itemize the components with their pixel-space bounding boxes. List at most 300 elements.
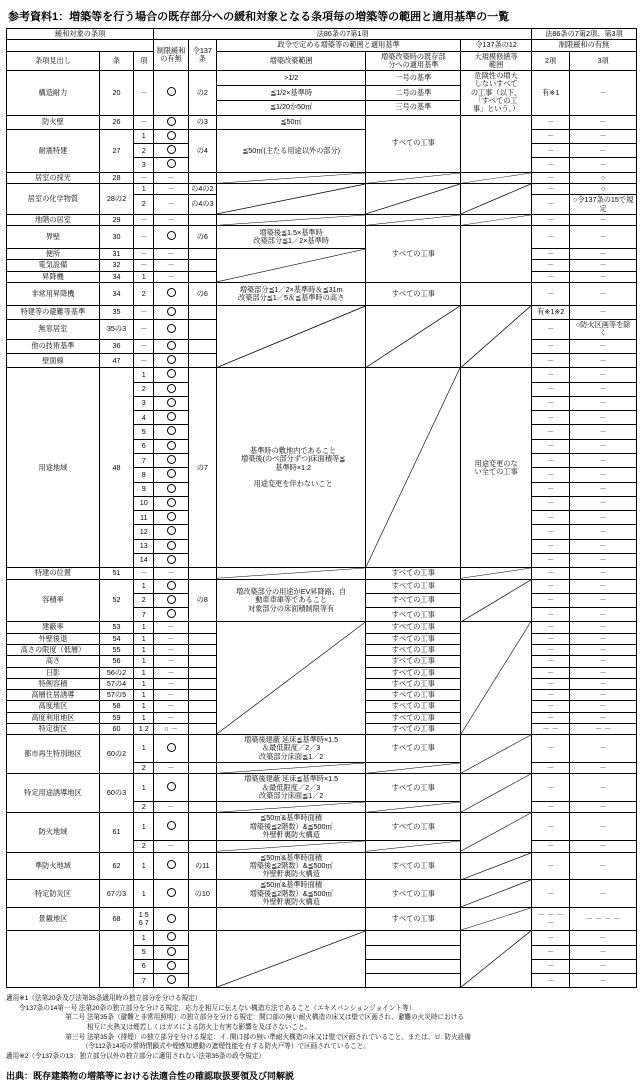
cell-kanwa: － (154, 214, 188, 225)
cell-3ko: ○ (570, 172, 637, 183)
row-label: 都市再生特別地区 (7, 735, 100, 774)
cell-kanwa (154, 880, 188, 908)
row-label: 特建の位置 (7, 568, 100, 579)
cell-ko: 5 (134, 425, 154, 439)
cell-2ko: － (531, 439, 569, 453)
cell-ko: 8 (134, 468, 154, 482)
cell-jo: 28の2 (99, 183, 133, 214)
cell-ko: 2 (134, 282, 154, 305)
cell-2ko: － (531, 425, 569, 439)
table-row (7, 129, 637, 143)
cell-2ko: － (531, 774, 569, 802)
cell-rei (188, 774, 216, 802)
scope-line-2: い全ての工事 (474, 466, 518, 476)
cell-kanwa (154, 539, 188, 553)
cell-ko: 9 (134, 482, 154, 496)
cell-2ko: － (531, 579, 569, 593)
cell-ko: － (134, 249, 154, 260)
cell-2ko: － (531, 959, 569, 973)
circle-mark (167, 288, 176, 297)
cell-rei (188, 214, 216, 225)
cell-ko: 1 (134, 813, 154, 841)
cell-rei (188, 339, 216, 353)
cell-standard: すべての工事 (366, 593, 461, 607)
cell-kanwa (154, 553, 188, 567)
cell-rei (188, 841, 216, 852)
cell-kanwa (154, 305, 188, 319)
cell-jo: 56の2 (99, 667, 133, 678)
cell-range (216, 880, 365, 908)
cell-3ko: － (570, 511, 637, 525)
cell-kanwa (154, 439, 188, 453)
cell-3ko: － (570, 701, 637, 712)
range-line-1: 増築後建蔽 延床≦基準時×1.5 (244, 774, 339, 784)
cell-ko: 1 (134, 579, 154, 593)
cell-2ko: － (531, 763, 569, 774)
cell-3ko: － (570, 282, 637, 305)
circle-mark (167, 145, 176, 154)
cell-3ko: － (570, 411, 637, 425)
cell-range (216, 841, 365, 852)
cell-kanwa (154, 959, 188, 973)
table-row (7, 568, 637, 579)
range-line-1: ≦50㎡&基準時面積 (260, 880, 323, 890)
cell-kanwa (154, 454, 188, 468)
row-label: 高さの限度（低層） (7, 644, 100, 655)
regulation-table (6, 28, 637, 988)
header-col-range: 増築改築範囲 (216, 51, 365, 71)
cell-ko: 1 (134, 271, 154, 282)
cell-ko: 1 (134, 712, 154, 723)
circle-mark (167, 455, 176, 464)
circle-mark (167, 398, 176, 407)
cell-standard: すべての工事 (366, 226, 461, 283)
cell-kanwa (154, 852, 188, 880)
cell-standard: すべての工事 (366, 656, 461, 667)
header-group-right: 法86条の7第2項、第3項 (531, 29, 636, 40)
cell-standard: すべての工事 (366, 690, 461, 701)
cell-jo: 58 (99, 701, 133, 712)
cell-3ko: － (570, 454, 637, 468)
cell-jo: 35 (99, 305, 133, 319)
cell-standard (366, 802, 461, 813)
row-label: 耐震特建 (7, 129, 100, 172)
cell-standard (366, 959, 461, 973)
cell-kanwa: － (154, 568, 188, 579)
circle-mark (167, 469, 176, 478)
cell-2ko: － (531, 667, 569, 678)
cell-2ko: － (531, 622, 569, 633)
cell-ko: 2 (134, 763, 154, 774)
cell-standard: すべての工事 (366, 622, 461, 633)
cell-kanwa (154, 496, 188, 510)
row-label: 建蔽率 (7, 622, 100, 633)
header-sub-right: 制限緩和の有無 (531, 40, 636, 51)
cell-standard: すべての工事 (366, 644, 461, 655)
cell-3ko: － (570, 763, 637, 774)
cell-jo: 59 (99, 712, 133, 723)
cell-rei (188, 667, 216, 678)
row-label: 特建等の避難等基準 (7, 305, 100, 319)
cell-jo: 60の2 (99, 735, 133, 774)
cell-3ko: － (570, 593, 637, 607)
range-line-3: 外壁軒裏防火構造 (262, 896, 320, 906)
table-row (7, 249, 637, 260)
circle-mark (167, 484, 176, 493)
cell-ko: 2 (134, 144, 154, 158)
cell-range (216, 774, 365, 802)
cell-range (216, 568, 365, 579)
cell-2ko: － (531, 382, 569, 396)
cell-kanwa (154, 226, 188, 249)
cell-kanwa (154, 382, 188, 396)
cell-ko: 1 (134, 931, 154, 945)
cell-kanwa: － (154, 622, 188, 633)
cell-scope (461, 214, 532, 225)
cell-standard (366, 368, 461, 568)
cell-kanwa: － (154, 678, 188, 689)
cell-2ko: － (531, 249, 569, 260)
range-line-1: ≦50㎡&基準時面積 (260, 813, 323, 823)
cell-rei (188, 260, 216, 271)
cell-kanwa (154, 396, 188, 410)
cell-jo: 27 (99, 129, 133, 172)
row-label: 構造耐力 (7, 71, 100, 115)
footnotes (6, 994, 637, 1061)
cell-range: ≦50㎡ (216, 115, 365, 129)
cell-range: ≦1/2×基準時 (216, 85, 365, 100)
cell-scope (461, 282, 532, 305)
cell-ko: － (134, 339, 154, 353)
cell-scope: 危険性の増大 しないすべて の工事（以下、 「すべての工 事」という。） (461, 71, 532, 115)
table-row (7, 226, 637, 249)
cell-kanwa (154, 411, 188, 425)
cell-3ko: － (570, 774, 637, 802)
cell-kanwa: － (154, 183, 188, 194)
cell-kanwa (154, 774, 188, 802)
cell-2ko: － (531, 411, 569, 425)
cell-rei: の4の3 (188, 195, 216, 215)
cell-rei (188, 633, 216, 644)
cell-ko: 1 (134, 690, 154, 701)
row-label: 高さ (7, 656, 100, 667)
row-label: 非常用昇降機 (7, 282, 100, 305)
cell-2ko: － (531, 644, 569, 655)
cell-3ko: － (570, 880, 637, 908)
cell-standard: すべての工事 (366, 852, 461, 880)
cell-jo: 28 (99, 172, 133, 183)
cell-2ko: － (531, 320, 569, 340)
cell-rei: の4 (188, 129, 216, 172)
cell-scope (461, 774, 532, 813)
cell-scope (461, 931, 532, 988)
cell-kanwa (154, 115, 188, 129)
cell-kanwa (154, 579, 188, 593)
cell-ko: 13 (134, 539, 154, 553)
cell-2ko: 有※1 (531, 71, 569, 115)
cell-3ko: － (570, 678, 637, 689)
cell-kanwa: － (154, 249, 188, 260)
cell-ko: 1 (134, 633, 154, 644)
cell-standard: すべての工事 (366, 115, 461, 172)
range-line-3: 基準時×1.2 (275, 462, 312, 472)
cell-rei (188, 354, 216, 368)
cell-ko: － (134, 320, 154, 340)
cell-kanwa (154, 468, 188, 482)
header-col-item: 条項見出し (7, 51, 100, 71)
cell-2ko: － (531, 226, 569, 249)
row-label: 他の技術基準 (7, 339, 100, 353)
cell-3ko: － (570, 622, 637, 633)
cell-standard: すべての工事 (366, 701, 461, 712)
cell-ko: 1 (134, 678, 154, 689)
circle-mark (167, 555, 176, 564)
cell-kanwa (154, 368, 188, 382)
cell-standard: すべての工事 (366, 813, 461, 841)
row-label: 地階の居室 (7, 214, 100, 225)
cell-2ko: － － － － (531, 908, 569, 931)
cell-2ko: － (531, 568, 569, 579)
range-line-1: 基準時の敷地内であること (250, 446, 337, 456)
cell-2ko: － (531, 482, 569, 496)
circle-mark (167, 512, 176, 521)
table-row (7, 305, 637, 319)
table-row (7, 880, 637, 908)
cell-standard: すべての工事 (366, 712, 461, 723)
cell-rei (188, 320, 216, 340)
row-label: 無窓居室 (7, 320, 100, 340)
cell-2ko: － (531, 701, 569, 712)
scope-line-1: 用途変更のな (474, 458, 518, 468)
cell-scope (461, 226, 532, 283)
cell-jo: 47 (99, 354, 133, 368)
cell-range (216, 813, 365, 841)
cell-ko: 2 (134, 802, 154, 813)
circle-mark (167, 159, 176, 168)
cell-jo: 31 (99, 249, 133, 260)
cell-rei (188, 172, 216, 183)
cell-rei (188, 622, 216, 633)
cell-scope (461, 735, 532, 774)
cell-ko: － (134, 71, 154, 115)
cell-ko: － (134, 115, 154, 129)
cell-ko: 1 (134, 622, 154, 633)
cell-kanwa (154, 608, 188, 622)
cell-3ko: － (570, 644, 637, 655)
cell-kanwa (154, 931, 188, 945)
range-line-3: 外壁軒裏防火構造 (262, 869, 320, 879)
cell-2ko: － (531, 468, 569, 482)
cell-3ko: － (570, 945, 637, 959)
cell-range (216, 852, 365, 880)
cell-ko: － (134, 260, 154, 271)
cell-standard: すべての工事 (366, 880, 461, 908)
row-label: 容積率 (7, 579, 100, 622)
cell-jo: 30 (99, 226, 133, 249)
cell-rei (188, 763, 216, 774)
cell-jo: 36 (99, 339, 133, 353)
cell-rei: の11 (188, 852, 216, 880)
header-col-jo: 条 (99, 51, 133, 71)
cell-ko: 6 (134, 439, 154, 453)
cell-scope (461, 880, 532, 908)
cell-standard: すべての工事 (366, 579, 461, 593)
cell-rei (188, 701, 216, 712)
table-row (7, 214, 637, 225)
cell-2ko: － (531, 158, 569, 172)
row-label: 高度利用地区 (7, 712, 100, 723)
cell-kanwa (154, 282, 188, 305)
range-line-1: ≦50㎡&基準時面積 (260, 852, 323, 862)
circle-mark (167, 821, 176, 830)
cell-range: >1/2 (216, 71, 365, 86)
circle-mark (167, 426, 176, 435)
table-row (7, 368, 637, 382)
cell-2ko: － (531, 354, 569, 368)
cell-rei (188, 813, 216, 841)
cell-kanwa: － (154, 667, 188, 678)
header-rei137: 令137条 (188, 40, 216, 71)
cell-standard: すべての工事 (366, 678, 461, 689)
cell-ko: 3 (134, 396, 154, 410)
cell-3ko: － (570, 71, 637, 115)
cell-kanwa (154, 129, 188, 143)
cell-kanwa: － (154, 644, 188, 655)
cell-ko: 11 (134, 511, 154, 525)
cell-kanwa: － (154, 195, 188, 215)
cell-3ko: － (570, 608, 637, 622)
cell-kanwa: ○ － (154, 723, 188, 734)
cell-kanwa (154, 339, 188, 353)
header-col-standard: 増築改築時の既存部 分への適用基準 (366, 51, 461, 71)
circle-mark (167, 117, 176, 126)
cell-2ko: － (531, 678, 569, 689)
cell-2ko: － (531, 144, 569, 158)
range-line-2: ＆最低限度／2／3 (261, 743, 321, 753)
circle-mark (167, 541, 176, 550)
cell-scope (461, 852, 532, 880)
header-col-scope: 大規模修繕等 範囲 (461, 51, 532, 71)
footnote-line: （令112条14項の常時閉鎖式や煙感知連動の遮煙性能を有する防火戸等）で区画されていること。 (6, 1043, 371, 1051)
cell-ko: 1 (134, 774, 154, 802)
footnote-line: 令137条の14第一号 法第20条の独立部分を分ける規定．応力を相互に伝えない構造方法であること（エキスパンションジョイント等） (6, 1004, 416, 1012)
cell-scope (461, 813, 532, 852)
cell-standard (366, 172, 461, 183)
cell-standard (366, 841, 461, 852)
circle-mark (167, 87, 176, 96)
circle-mark (167, 324, 176, 333)
cell-range (216, 183, 365, 214)
cell-2ko: － (531, 880, 569, 908)
cell-ko: 1 (134, 701, 154, 712)
cell-3ko: － (570, 539, 637, 553)
cell-3ko: － (570, 802, 637, 813)
row-label: 特定用途誘導地区 (7, 774, 100, 813)
range-line-2: 増築後≦2階数）&≦500㎡ (249, 860, 333, 870)
page-title: 参考資料1：増築等を行う場合の既存部分への緩和対象となる条項毎の増築等の範囲と適用基準の一覧 (8, 11, 510, 23)
table-row (7, 579, 637, 593)
cell-scope (461, 115, 532, 172)
cell-scope (461, 183, 532, 214)
row-label: 居室の採光 (7, 172, 100, 183)
circle-mark (167, 782, 176, 791)
cell-2ko: － (531, 195, 569, 215)
range-line-2: 増築後≦2階数）&≦500㎡ (249, 888, 333, 898)
row-label: 用途地域 (7, 368, 100, 568)
footnote-line: 第三号 法第35条（排煙）の独立部分を分ける規定：イ. 開口部の無い準耐火構造の床又は壁で区画されていること。または、ロ. 防火設備 (6, 1033, 471, 1041)
cell-2ko: － (531, 496, 569, 510)
circle-mark (167, 975, 176, 984)
row-label: 電気設備 (7, 260, 100, 271)
cell-scope (461, 568, 532, 579)
circle-mark (167, 441, 176, 450)
cell-standard (366, 183, 461, 214)
cell-range (216, 931, 365, 988)
cell-3ko: － (570, 158, 637, 172)
row-label: 準防火地域 (7, 852, 100, 880)
cell-rei: の10 (188, 880, 216, 908)
cell-standard: すべての工事 (366, 667, 461, 678)
table-row (7, 622, 637, 633)
cell-2ko: － (531, 454, 569, 468)
cell-kanwa (154, 320, 188, 340)
header-group-left: 緩和対象の条項 (7, 29, 154, 40)
cell-3ko: ○令137条の15で規定 (570, 195, 637, 215)
cell-rei (188, 802, 216, 813)
cell-ko: 7 (134, 454, 154, 468)
cell-3ko: － (570, 579, 637, 593)
cell-range (216, 172, 365, 183)
cell-jo: 67の3 (99, 880, 133, 908)
cell-3ko: － － － － (570, 908, 637, 931)
source-line: 出典：既存建築物の増築等における法適合性の確認取扱要領及び同解説 (6, 1071, 295, 1082)
cell-ko: 2 (134, 593, 154, 607)
cell-standard (366, 974, 461, 988)
cell-standard: すべての工事 (366, 282, 461, 305)
cell-3ko: － (570, 305, 637, 319)
row-label: 防火壁 (7, 115, 100, 129)
cell-jo: 62 (99, 852, 133, 880)
cell-ko: 1 (134, 852, 154, 880)
circle-mark (167, 412, 176, 421)
cell-standard: すべての工事 (366, 908, 461, 931)
cell-rei: の2 (188, 71, 216, 115)
row-label: 界壁 (7, 226, 100, 249)
cell-2ko: － (531, 802, 569, 813)
cell-3ko: － (570, 368, 637, 382)
cell-standard (366, 763, 461, 774)
cell-2ko: － (531, 633, 569, 644)
range-line-3: 改築部分床面≦1／2 (258, 790, 324, 800)
cell-ko: 2 (134, 841, 154, 852)
cell-rei (188, 931, 216, 988)
cell-jo: 32 (99, 260, 133, 271)
row-label: 昇降機 (7, 271, 100, 282)
header-group-mid: 法86条の7第1項 (154, 29, 532, 40)
table-row (7, 183, 637, 194)
cell-2ko: － (531, 553, 569, 567)
cell-3ko: － (570, 249, 637, 260)
cell-standard: すべての工事 (366, 568, 461, 579)
cell-ko: － (134, 226, 154, 249)
cell-2ko: － (531, 608, 569, 622)
header-col-2ko: 2項 (531, 51, 569, 71)
table-row (7, 115, 637, 129)
cell-2ko: － (531, 183, 569, 194)
circle-mark (167, 947, 176, 956)
cell-2ko: － (531, 945, 569, 959)
cell-rei (188, 249, 216, 260)
